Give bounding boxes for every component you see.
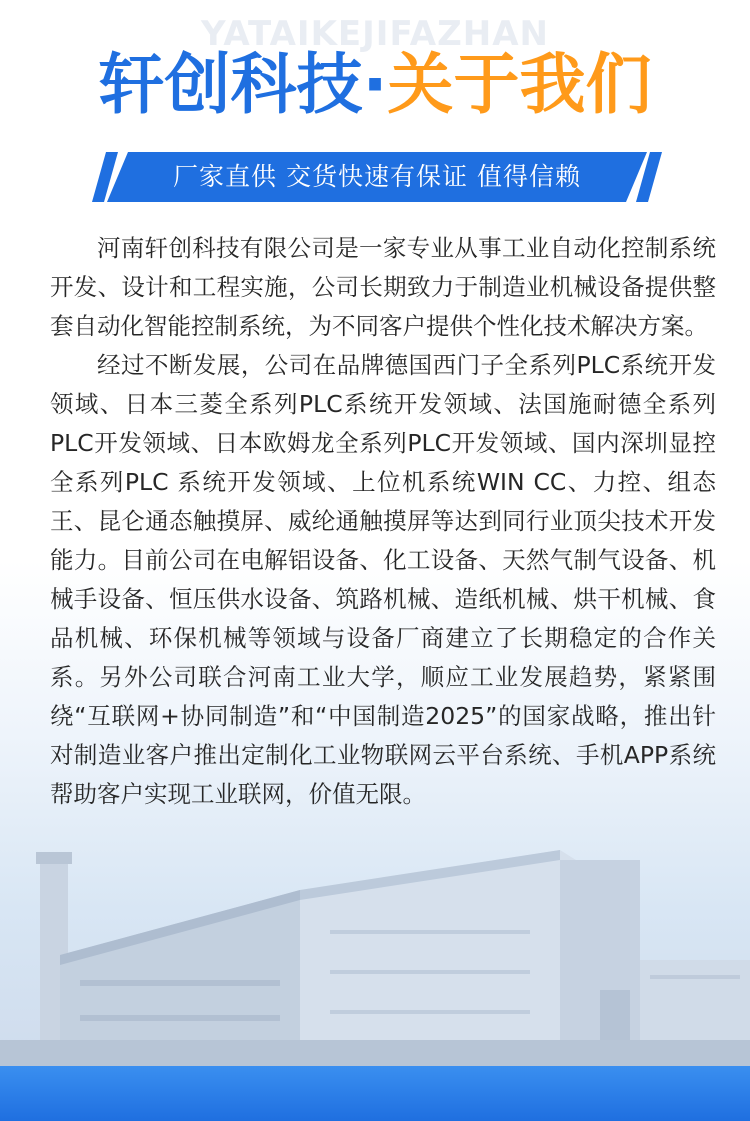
footer-bar [0,1066,750,1121]
description-paragraph-1: 河南轩创科技有限公司是一家专业从事工业自动化控制系统开发、设计和工程实施，公司长期致力于制造业机械设备提供整套自动化智能控制系统，为不同客户提供个性化技术解决方案。 [50,234,716,340]
title-separator: · [362,46,388,123]
watermark-text: YATAIKEJIFAZHAN [201,14,549,54]
title-section: 关于我们 [387,46,652,123]
company-description [50,229,716,814]
description-paragraph-2: 经过不断发展，公司在品牌德国西门子全系列PLC系统开发领域、日本三菱全系列PLC系统开发领域、法国施耐德全系列PLC开发领域、日本欧姆龙全系列PLC开发领域、国内深圳显控全系列PLC 系统开发领域、上位机系统WIN CC、力控、组态王、昆仑通态触摸屏、威纶通触摸屏等达到同行业顶尖技术开发能力。目前公司在电解铝设备、化工设备、天然气制气设备、机械手设备、恒压供水设备、筑路机械、造纸机械、烘干机械、食品机械、环保机械等领域与设备厂商建立了长期稳定的合作关系。另外公司联合河南工业大学，顺应工业发展趋势，紧紧围绕“互联网+协同制造”和“中国制造2025”的国家战略，推出针对制造业客户推出定制化工业物联网云平台系统、手机APP系统 帮助客户实现工业联网，价值无限。 [50,351,716,808]
title-brand: 轩创科技 [98,46,363,123]
page-title [0,40,750,130]
slogan-text: 厂家直供 交货快速有保证 值得信赖 [173,162,581,191]
